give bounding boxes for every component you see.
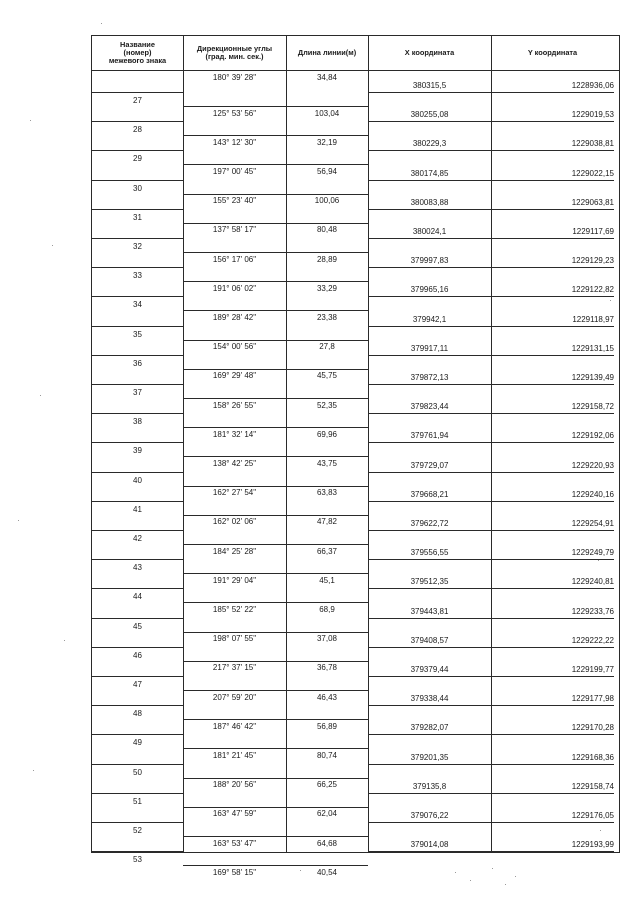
length-cell: 33,29 xyxy=(316,283,338,293)
y-coordinate: 1229139,49 xyxy=(571,373,614,382)
point-number: 53 xyxy=(133,855,142,865)
length-cell: 23,38 xyxy=(316,312,338,322)
row-divider xyxy=(183,544,368,545)
row-divider xyxy=(92,92,183,93)
row-divider xyxy=(368,734,614,735)
row-divider xyxy=(368,355,614,356)
length-cell: 34,84 xyxy=(316,73,338,82)
point-number: 35 xyxy=(133,329,142,339)
row-divider xyxy=(183,748,368,749)
x-coordinate: 379823,44 xyxy=(410,402,449,412)
scan-speck xyxy=(33,770,34,771)
length-cell: 66,37 xyxy=(316,546,338,556)
angle-cell: 189° 28' 42" xyxy=(212,312,257,322)
point-number: 41 xyxy=(133,504,142,514)
angle-cell: 137° 58' 17" xyxy=(212,225,257,235)
point-number: 51 xyxy=(133,796,142,806)
row-divider xyxy=(368,822,614,823)
length-cell: 47,82 xyxy=(316,517,338,527)
angle-cell: 181° 21' 45" xyxy=(212,750,257,760)
row-divider xyxy=(183,456,368,457)
row-divider xyxy=(368,296,614,297)
row-divider xyxy=(368,384,614,385)
header-angle: Дирекционные углы (град. мин. сек.) xyxy=(196,43,273,61)
coordinates-table xyxy=(91,35,620,877)
row-divider xyxy=(183,369,368,370)
x-coordinate: 379338,44 xyxy=(410,694,449,704)
scan-speck xyxy=(101,23,102,24)
row-divider xyxy=(92,238,183,239)
row-divider xyxy=(92,296,183,297)
scan-speck xyxy=(505,884,506,885)
angle-cell: 191° 06' 02" xyxy=(212,283,257,293)
x-coordinate: 379201,35 xyxy=(410,752,449,762)
length-cell: 103,04 xyxy=(314,108,340,118)
row-divider xyxy=(368,326,614,327)
row-divider xyxy=(92,705,183,706)
row-divider xyxy=(183,719,368,720)
point-number: 44 xyxy=(133,592,142,602)
x-coordinate: 380174,85 xyxy=(410,168,449,178)
row-divider xyxy=(92,647,183,648)
x-coordinate: 379282,07 xyxy=(410,723,449,733)
y-coordinate: 1229233,76 xyxy=(571,606,614,616)
point-number: 52 xyxy=(133,826,142,835)
y-coordinate: 1229193,99 xyxy=(571,840,614,850)
x-coordinate: 380024,1 xyxy=(412,227,447,236)
row-divider xyxy=(183,865,368,866)
y-coordinate: 1229158,72 xyxy=(571,402,614,412)
row-divider xyxy=(183,602,368,603)
row-divider xyxy=(368,267,614,268)
point-number: 33 xyxy=(133,271,142,281)
angle-cell: 180° 39' 28" xyxy=(212,73,257,82)
y-coordinate: 1229158,74 xyxy=(571,781,614,791)
row-divider xyxy=(183,515,368,516)
y-coordinate: 1229240,16 xyxy=(571,489,614,499)
y-coordinate: 1229222,22 xyxy=(571,635,614,645)
y-coordinate: 1229170,28 xyxy=(571,723,614,733)
length-cell: 80,48 xyxy=(316,225,338,235)
x-coordinate: 379965,16 xyxy=(410,285,449,295)
x-coordinate: 379443,81 xyxy=(410,606,449,616)
row-divider xyxy=(368,413,614,414)
angle-cell: 169° 29' 48" xyxy=(212,371,257,381)
length-cell: 45,75 xyxy=(316,371,338,381)
length-cell: 28,89 xyxy=(316,254,338,264)
y-coordinate: 1229131,15 xyxy=(571,343,614,353)
x-coordinate: 379729,07 xyxy=(410,460,449,470)
scan-speck xyxy=(600,830,601,831)
point-number: 46 xyxy=(133,650,142,660)
length-cell: 63,83 xyxy=(316,488,338,498)
point-number: 50 xyxy=(133,767,142,777)
x-coordinate: 379622,72 xyxy=(410,519,449,528)
row-divider xyxy=(368,472,614,473)
x-coordinate: 379872,13 xyxy=(410,373,449,382)
row-divider xyxy=(368,618,614,619)
row-divider xyxy=(183,281,368,282)
x-coordinate: 380315,5 xyxy=(412,81,447,90)
x-coordinate: 379379,44 xyxy=(410,665,449,674)
row-divider xyxy=(92,267,183,268)
row-divider xyxy=(368,851,614,852)
y-coordinate: 1229117,69 xyxy=(572,227,614,236)
x-coordinate: 379076,22 xyxy=(410,811,449,820)
row-divider xyxy=(368,764,614,765)
point-number: 27 xyxy=(133,96,142,105)
row-divider xyxy=(92,442,183,443)
length-cell: 45,1 xyxy=(319,575,335,585)
row-divider xyxy=(183,690,368,691)
row-divider xyxy=(368,442,614,443)
length-cell: 52,35 xyxy=(316,400,338,410)
y-coordinate: 1229129,23 xyxy=(571,256,614,266)
point-number: 29 xyxy=(133,154,142,164)
header-y: Y координата xyxy=(527,47,578,57)
length-cell: 43,75 xyxy=(316,458,338,468)
row-divider xyxy=(368,92,614,93)
scan-speck xyxy=(18,520,19,521)
x-coordinate: 379917,11 xyxy=(410,343,449,353)
length-cell: 62,04 xyxy=(316,809,338,819)
length-cell: 36,78 xyxy=(316,663,338,673)
x-coordinate: 380083,88 xyxy=(410,197,449,207)
row-divider xyxy=(92,209,183,210)
row-divider xyxy=(92,588,183,589)
header-length: Длина линии(м) xyxy=(297,47,357,57)
row-divider xyxy=(368,559,614,560)
row-divider xyxy=(183,661,368,662)
angle-cell: 163° 47' 59" xyxy=(212,809,257,819)
point-number: 39 xyxy=(133,446,142,456)
row-divider xyxy=(92,355,183,356)
y-coordinate: 1229122,82 xyxy=(571,285,614,295)
scan-speck xyxy=(492,868,493,869)
point-number: 42 xyxy=(133,534,142,543)
row-divider xyxy=(183,778,368,779)
row-divider xyxy=(183,135,368,136)
row-divider xyxy=(368,530,614,531)
row-divider xyxy=(183,252,368,253)
x-coordinate: 379761,94 xyxy=(410,431,449,441)
header-point: Название (номер) межевого знака xyxy=(108,39,167,66)
scan-speck xyxy=(515,876,516,877)
x-coordinate: 379556,55 xyxy=(410,548,449,558)
angle-cell: 217° 37' 15" xyxy=(212,663,257,673)
y-coordinate: 1229220,93 xyxy=(571,460,614,470)
angle-cell: 207° 59' 20" xyxy=(212,692,257,702)
length-cell: 32,19 xyxy=(316,137,338,147)
scan-speck xyxy=(30,120,31,121)
x-coordinate: 380229,3 xyxy=(412,139,447,149)
y-coordinate: 1229038,81 xyxy=(571,139,614,149)
row-divider xyxy=(92,472,183,473)
row-divider xyxy=(92,559,183,560)
x-coordinate: 379408,57 xyxy=(410,635,449,645)
row-divider xyxy=(92,618,183,619)
row-divider xyxy=(368,501,614,502)
angle-cell: 169° 58' 15" xyxy=(212,867,257,877)
angle-cell: 125° 53' 56" xyxy=(212,108,257,118)
point-number: 28 xyxy=(133,125,142,135)
row-divider xyxy=(92,530,183,531)
y-coordinate: 1229254,91 xyxy=(571,519,614,528)
row-divider xyxy=(92,150,183,151)
point-number: 30 xyxy=(133,183,142,193)
point-number: 48 xyxy=(133,709,142,719)
length-cell: 64,68 xyxy=(316,838,338,848)
y-coordinate: 1229168,36 xyxy=(571,752,614,762)
row-divider xyxy=(92,734,183,735)
angle-cell: 191° 29' 04" xyxy=(212,575,257,585)
row-divider xyxy=(183,398,368,399)
row-divider xyxy=(183,310,368,311)
x-coordinate: 379512,35 xyxy=(410,577,449,587)
angle-cell: 158° 26' 55" xyxy=(212,400,257,410)
row-divider xyxy=(183,427,368,428)
row-divider xyxy=(368,121,614,122)
row-divider xyxy=(368,705,614,706)
scan-speck xyxy=(470,880,471,881)
angle-cell: 162° 02' 06" xyxy=(212,517,257,527)
angle-cell: 184° 25' 28" xyxy=(212,546,257,556)
angle-cell: 155° 23' 40" xyxy=(212,196,257,206)
row-divider xyxy=(183,223,368,224)
row-divider xyxy=(183,807,368,808)
y-coordinate: 1229176,05 xyxy=(571,811,614,820)
point-number: 34 xyxy=(133,300,142,310)
angle-cell: 198° 07' 55" xyxy=(212,634,257,644)
point-number: 40 xyxy=(133,475,142,485)
x-coordinate: 380255,08 xyxy=(410,110,449,120)
angle-cell: 181° 32' 14" xyxy=(212,429,257,439)
length-cell: 40,54 xyxy=(316,867,338,877)
row-divider xyxy=(368,180,614,181)
row-divider xyxy=(183,164,368,165)
angle-cell: 143° 12' 30" xyxy=(212,137,257,147)
point-number: 49 xyxy=(133,738,142,748)
table-header xyxy=(92,36,619,71)
y-coordinate: 1229199,77 xyxy=(571,665,614,674)
y-coordinate: 1229240,81 xyxy=(571,577,614,587)
row-divider xyxy=(183,340,368,341)
row-divider xyxy=(368,588,614,589)
length-cell: 37,08 xyxy=(316,634,338,644)
row-divider xyxy=(183,486,368,487)
row-divider xyxy=(368,150,614,151)
length-cell: 68,9 xyxy=(319,604,335,614)
angle-cell: 187° 46' 42" xyxy=(212,721,257,731)
x-coordinate: 379668,21 xyxy=(410,489,449,499)
row-divider xyxy=(183,106,368,107)
scan-speck xyxy=(300,870,301,871)
angle-cell: 188° 20' 56" xyxy=(212,780,257,790)
length-cell: 66,25 xyxy=(316,780,338,790)
row-divider xyxy=(368,793,614,794)
length-cell: 80,74 xyxy=(316,750,338,760)
point-number: 37 xyxy=(133,388,142,397)
scan-speck xyxy=(52,245,53,246)
row-divider xyxy=(92,676,183,677)
y-coordinate: 1229192,06 xyxy=(571,431,614,441)
angle-cell: 185° 52' 22" xyxy=(212,604,257,614)
angle-cell: 162° 27' 54" xyxy=(212,488,257,498)
x-coordinate: 379135,8 xyxy=(412,781,447,791)
y-coordinate: 1228936,06 xyxy=(571,81,614,90)
row-divider xyxy=(368,647,614,648)
point-number: 45 xyxy=(133,621,142,631)
scan-speck xyxy=(40,395,41,396)
row-divider xyxy=(92,793,183,794)
row-divider xyxy=(92,121,183,122)
row-divider xyxy=(368,676,614,677)
y-coordinate: 1229063,81 xyxy=(571,197,614,207)
row-divider xyxy=(92,501,183,502)
angle-cell: 154° 00' 56" xyxy=(212,342,257,352)
point-number: 31 xyxy=(133,212,142,222)
row-divider xyxy=(92,326,183,327)
length-cell: 56,89 xyxy=(316,721,338,731)
length-cell: 56,94 xyxy=(316,166,338,176)
scan-speck xyxy=(64,640,65,641)
angle-cell: 197° 00' 45" xyxy=(212,166,257,176)
header-x: X координата xyxy=(404,47,455,57)
x-coordinate: 379942,1 xyxy=(412,314,447,324)
row-divider xyxy=(92,413,183,414)
angle-cell: 163° 53' 47" xyxy=(212,838,257,848)
point-number: 43 xyxy=(133,563,142,573)
length-cell: 27,8 xyxy=(319,342,335,352)
scan-speck xyxy=(598,560,599,561)
point-number: 36 xyxy=(133,358,142,368)
row-divider xyxy=(92,822,183,823)
point-number: 38 xyxy=(133,417,142,427)
row-divider xyxy=(183,194,368,195)
length-cell: 46,43 xyxy=(316,692,338,702)
row-divider xyxy=(92,384,183,385)
y-coordinate: 1229019,53 xyxy=(571,110,614,120)
y-coordinate: 1229177,98 xyxy=(571,694,614,704)
y-coordinate: 1229022,15 xyxy=(571,168,614,178)
row-divider xyxy=(368,209,614,210)
row-divider xyxy=(368,238,614,239)
angle-cell: 138° 42' 25" xyxy=(212,458,257,468)
row-divider xyxy=(92,764,183,765)
length-cell: 69,96 xyxy=(316,429,338,439)
angle-cell: 156° 17' 06" xyxy=(212,254,257,264)
y-coordinate: 1229249,79 xyxy=(571,548,614,558)
point-number: 32 xyxy=(133,242,142,251)
row-divider xyxy=(183,632,368,633)
point-number: 47 xyxy=(133,680,142,689)
scan-speck xyxy=(455,872,456,873)
y-coordinate: 1229118,97 xyxy=(572,314,614,324)
x-coordinate: 379997,83 xyxy=(410,256,449,266)
row-divider xyxy=(92,180,183,181)
length-cell: 100,06 xyxy=(314,196,340,206)
x-coordinate: 379014,08 xyxy=(410,840,449,850)
row-divider xyxy=(92,851,183,852)
row-divider xyxy=(183,573,368,574)
scan-speck xyxy=(610,300,611,301)
row-divider xyxy=(183,836,368,837)
